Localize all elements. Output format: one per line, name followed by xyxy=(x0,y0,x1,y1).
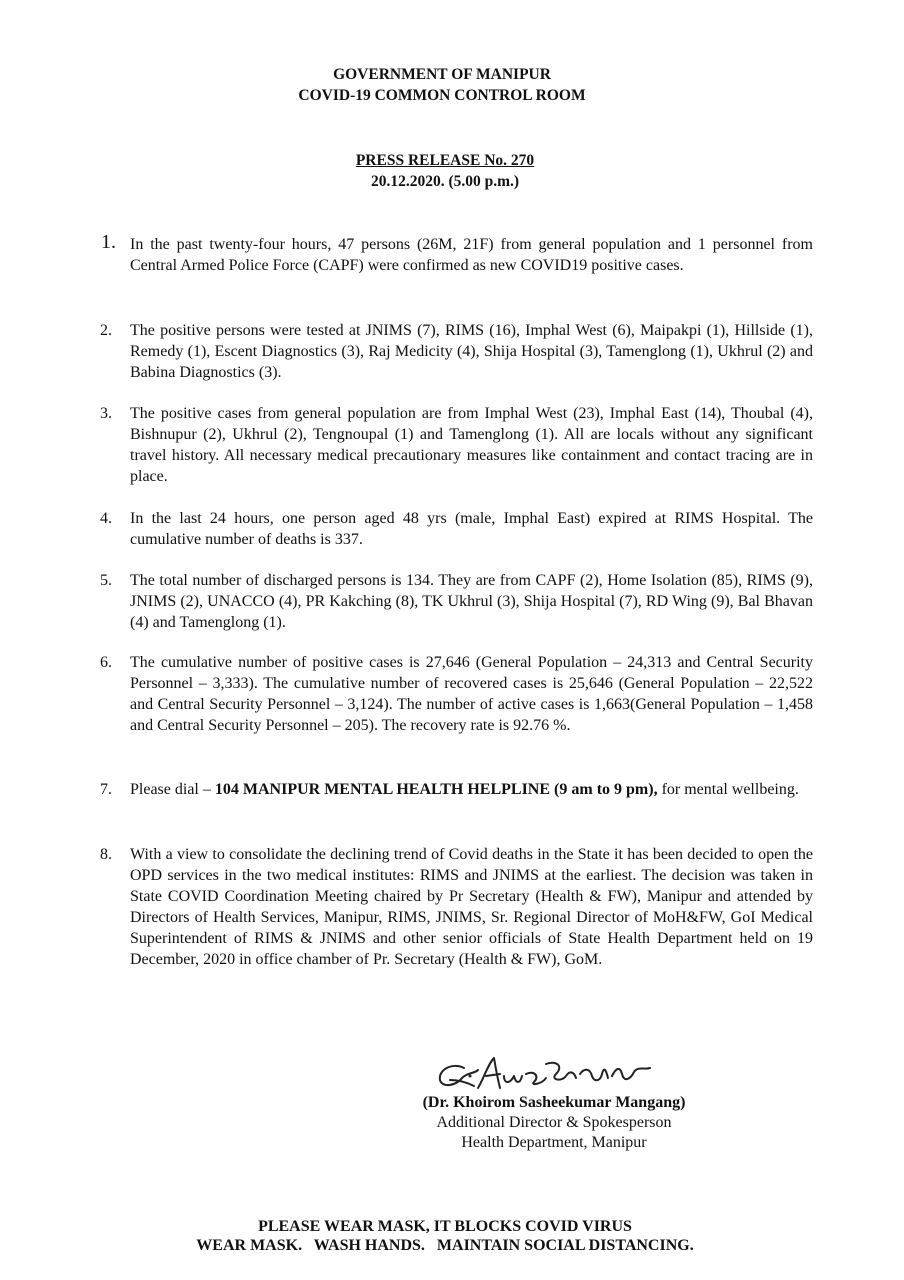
item-number: 2. xyxy=(100,322,112,339)
item-number: 5. xyxy=(100,572,112,589)
signature-block xyxy=(404,1093,704,1153)
item-text: The positive cases from general population are from Imphal West (23), Imphal East (14), Thoubal (4), Bishnupur (2), Ukhrul (2), Tengnoupal (1) and Tamenglong (1). All are locals without any significant travel history. All necessary medical precautionary measures like containment and contact tracing are in place. xyxy=(130,405,813,485)
item-text: The positive persons were tested at JNIMS (7), RIMS (16), Imphal West (6), Maipakpi (1), Hillside (1), Remedy (1), Escent Diagnostics (3), Raj Medicity (4), Shija Hospital (3), Tamenglong (1), Ukhrul (2) and Babina Diagnostics (3). xyxy=(130,322,813,381)
item-number: 7. xyxy=(100,781,112,798)
signatory-name: (Dr. Khoirom Sasheekumar Mangang) xyxy=(422,1094,686,1111)
helpline-suffix: for mental wellbeing. xyxy=(657,781,799,798)
list-item xyxy=(100,403,813,487)
press-release-number: PRESS RELEASE No. 270 xyxy=(355,152,535,169)
item-number: 3. xyxy=(100,405,112,422)
footer-line-2: WEAR MASK. WASH HANDS. MAINTAIN SOCIAL DISTANCING. xyxy=(196,1237,694,1254)
item-text: The cumulative number of positive cases is 27,646 (General Population – 24,313 and Central Security Personnel – 3,333). The cumulative number of recovered cases is 25,646 (General Population – 22,522 and Central Security Personnel – 3,124). The number of active cases is 1,663(General Population – 1,458 and Central Security Personnel – 205). The recovery rate is 92.76 %. xyxy=(130,654,813,734)
item-text: With a view to consolidate the declining trend of Covid deaths in the State it has been decided to open the OPD services in the two medical institutes: RIMS and JNIMS at the earliest. The decision was taken in State COVID Coordination Meeting chaired by Pr Secretary (Health & FW), Manipur and attended by Directors of Health Services, Manipur, RIMS, JNIMS, Sr. Regional Director of MoH&FW, GoI Medical Superintendent of RIMS & JNIMS and other senior officials of State Health Department held on 19 December, 2020 in office chamber of Pr. Secretary (Health & FW), GoM. xyxy=(130,846,813,968)
item-number: 8. xyxy=(100,846,112,863)
footer-message xyxy=(0,1217,890,1255)
item-text: The total number of discharged persons is 134. They are from CAPF (2), Home Isolation (85), RIMS (9), JNIMS (2), UNACCO (4), PR Kakching (8), TK Ukhrul (3), Shija Hospital (7), RD Wing (9), Bal Bhavan (4) and Tamenglong (1). xyxy=(130,572,813,631)
helpline-prefix: Please dial – xyxy=(130,781,215,798)
footer-line-1: PLEASE WEAR MASK, IT BLOCKS COVID VIRUS xyxy=(258,1218,632,1235)
item-number: 6. xyxy=(100,654,112,671)
item-number: 1. xyxy=(101,231,116,253)
item-text xyxy=(130,779,813,800)
signatory-title: Additional Director & Spokesperson xyxy=(436,1114,672,1131)
government-title: GOVERNMENT OF MANIPUR xyxy=(333,66,551,83)
list-item xyxy=(100,652,813,736)
document-header xyxy=(0,64,884,106)
item-text: In the last 24 hours, one person aged 48 yrs (male, Imphal East) expired at RIMS Hospital. The cumulative number of deaths is 337. xyxy=(130,510,813,548)
list-item xyxy=(100,844,813,970)
list-item xyxy=(100,231,813,276)
signatory-department: Health Department, Manipur xyxy=(461,1134,647,1151)
press-release-heading xyxy=(0,150,890,192)
list-item xyxy=(100,320,813,383)
helpline-number: 104 MANIPUR MENTAL HEALTH HELPLINE (9 am to 9 pm), xyxy=(214,781,658,798)
item-number: 4. xyxy=(100,510,112,527)
control-room-title: COVID-19 COMMON CONTROL ROOM xyxy=(298,87,586,104)
press-release-date: 20.12.2020. (5.00 p.m.) xyxy=(370,173,520,190)
list-item xyxy=(100,779,813,800)
list-item xyxy=(100,570,813,633)
signature-image xyxy=(434,1050,656,1096)
list-item xyxy=(100,508,813,550)
item-text: In the past twenty-four hours, 47 persons (26M, 21F) from general population and 1 personnel from Central Armed Police Force (CAPF) were confirmed as new COVID19 positive cases. xyxy=(130,236,813,274)
